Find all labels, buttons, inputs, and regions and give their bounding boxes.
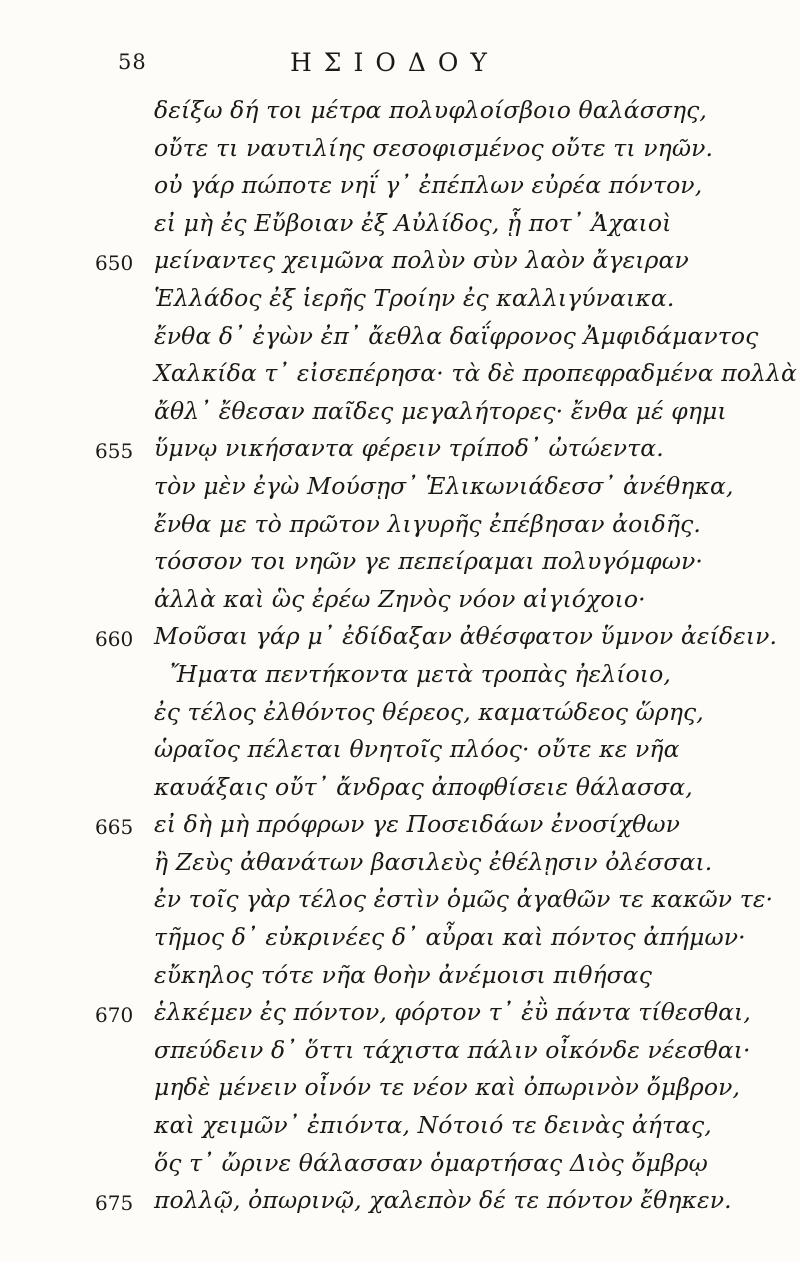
verse-text-line: καὶ χειμῶν᾽ ἐπιόντα, Νότοιό τε δεινὰς ἀήτας, <box>154 1111 712 1140</box>
verse-text-line: τόσσον τοι νηῶν γε πεπείραμαι πολυγόμφων· <box>154 547 703 576</box>
verse-text-line: ἔνθα με τὸ πρῶτον λιγυρῆς ἐπέβησαν ἀοιδῆς. <box>154 509 701 538</box>
verse-text-line: οὔτε τι ναυτιλίης σεσοφισμένος οὔτε τι νηῶν. <box>154 133 714 162</box>
verse-text-line: ἄθλ᾽ ἔθεσαν παῖδες μεγαλήτορες· ἔνθα μέ φημι <box>154 396 727 425</box>
verse-line <box>0 1149 800 1187</box>
verse-line <box>0 1186 800 1224</box>
line-number: 675 <box>95 1191 134 1216</box>
verse-line <box>0 96 800 134</box>
verse-line <box>0 923 800 961</box>
verse-line <box>0 472 800 510</box>
verse-line <box>0 397 800 435</box>
verse-text-line: ἐς τέλος ἐλθόντος θέρεος, καματώδεος ὥρης, <box>154 697 704 726</box>
verse-text-line: ἔνθα δ᾽ ἐγὼν ἐπ᾽ ἄεθλα δαΐφρονος Ἀμφιδάμαντος <box>154 321 759 350</box>
verse-line <box>0 698 800 736</box>
verse-text-line: εἰ δὴ μὴ πρόφρων γε Ποσειδάων ἐνοσίχθων <box>154 810 681 839</box>
verse-line <box>0 322 800 360</box>
verse-text-line: τῆμος δ᾽ εὐκρινέες δ᾽ αὖραι καὶ πόντος ἀπήμων· <box>154 923 746 952</box>
verse-line <box>0 961 800 999</box>
verse-line <box>0 773 800 811</box>
verse-text-line: οὐ γάρ πώποτε νηΐ γ᾽ ἐπέπλων εὐρέα πόντον, <box>154 171 703 200</box>
verse-line <box>0 1073 800 1111</box>
verse-text-line: εἰ μὴ ἐς Εὔβοιαν ἐξ Αὐλίδος, ᾗ ποτ᾽ Ἀχαιοὶ <box>154 208 672 237</box>
verse-line <box>0 284 800 322</box>
verse-line <box>0 246 800 284</box>
verse-line <box>0 622 800 660</box>
verse-line <box>0 998 800 1036</box>
verse-line <box>0 434 800 472</box>
verse-line <box>0 359 800 397</box>
verse-text-line: ἀλλὰ καὶ ὣς ἐρέω Ζηνὸς νόον αἰγιόχοιο· <box>154 584 646 613</box>
line-number: 650 <box>95 251 134 276</box>
verse-line <box>0 885 800 923</box>
page-number: 58 <box>118 50 147 74</box>
verse-text-line: Χαλκίδα τ᾽ εἰσεπέρησα· τὰ δὲ προπεφραδμένα πολλὰ <box>154 359 797 388</box>
verse-text-line: δείξω δή τοι μέτρα πολυφλοίσβοιο θαλάσσης, <box>154 96 707 124</box>
verse-line <box>0 810 800 848</box>
verse-text-line: Ἤματα πεντήκοντα μετὰ τροπὰς ἠελίοιο, <box>170 659 671 688</box>
verse-line <box>0 1036 800 1074</box>
verse-line <box>0 134 800 172</box>
verse-text-line: ἑλκέμεν ἐς πόντον, φόρτον τ᾽ ἐῢ πάντα τίθεσθαι, <box>154 998 751 1027</box>
verse-text-line: καυάξαις οὔτ᾽ ἄνδρας ἀποφθίσειε θάλασσα, <box>154 772 693 801</box>
verse-text <box>0 96 800 1224</box>
verse-text-line: ἐν τοῖς γὰρ τέλος ἐστὶν ὁμῶς ἀγαθῶν τε κακῶν τε· <box>154 885 774 914</box>
verse-line <box>0 1111 800 1149</box>
verse-line <box>0 510 800 548</box>
verse-text-line: Μοῦσαι γάρ μ᾽ ἐδίδαξαν ἀθέσφατον ὕμνον ἀείδειν. <box>154 622 778 651</box>
line-number: 655 <box>95 439 134 464</box>
verse-text-line: πολλῷ, ὀπωρινῷ, χαλεπὸν δέ τε πόντον ἔθηκεν. <box>154 1186 732 1215</box>
verse-text-line: ὕμνῳ νικήσαντα φέρειν τρίποδ᾽ ὠτώεντα. <box>154 434 664 463</box>
verse-line <box>0 735 800 773</box>
running-head: ΗΣΙΟΔΟΥ <box>290 48 499 77</box>
verse-line <box>0 171 800 209</box>
page-header <box>0 48 800 80</box>
verse-text-line: τὸν μὲν ἐγὼ Μούσῃσ᾽ Ἑλικωνιάδεσσ᾽ ἀνέθηκα, <box>154 471 734 500</box>
verse-text-line: μείναντες χειμῶνα πολὺν σὺν λαὸν ἄγειραν <box>154 246 689 275</box>
verse-text-line: ὡραῖος πέλεται θνητοῖς πλόος· οὔτε κε νῆα <box>154 735 680 764</box>
verse-line <box>0 585 800 623</box>
line-number: 665 <box>95 815 134 840</box>
line-number: 660 <box>95 627 134 652</box>
verse-text-line: μηδὲ μένειν οἶνόν τε νέον καὶ ὀπωρινὸν ὄμβρον, <box>154 1073 741 1102</box>
verse-line <box>0 547 800 585</box>
verse-text-line: εὔκηλος τότε νῆα θοὴν ἀνέμοισι πιθήσας <box>154 960 653 989</box>
verse-text-line: Ἑλλάδος ἐξ ἱερῆς Τροίην ἐς καλλιγύναικα. <box>154 283 675 312</box>
verse-text-line: ὅς τ᾽ ὤρινε θάλασσαν ὁμαρτήσας Διὸς ὄμβρῳ <box>154 1148 708 1177</box>
verse-text-line: σπεύδειν δ᾽ ὅττι τάχιστα πάλιν οἶκόνδε νέεσθαι· <box>154 1035 751 1064</box>
verse-line <box>0 660 800 698</box>
verse-line <box>0 209 800 247</box>
verse-text-line: ἢ Ζεὺς ἀθανάτων βασιλεὺς ἐθέλῃσιν ὀλέσσαι. <box>154 847 713 876</box>
verse-line <box>0 848 800 886</box>
line-number: 670 <box>95 1003 134 1028</box>
